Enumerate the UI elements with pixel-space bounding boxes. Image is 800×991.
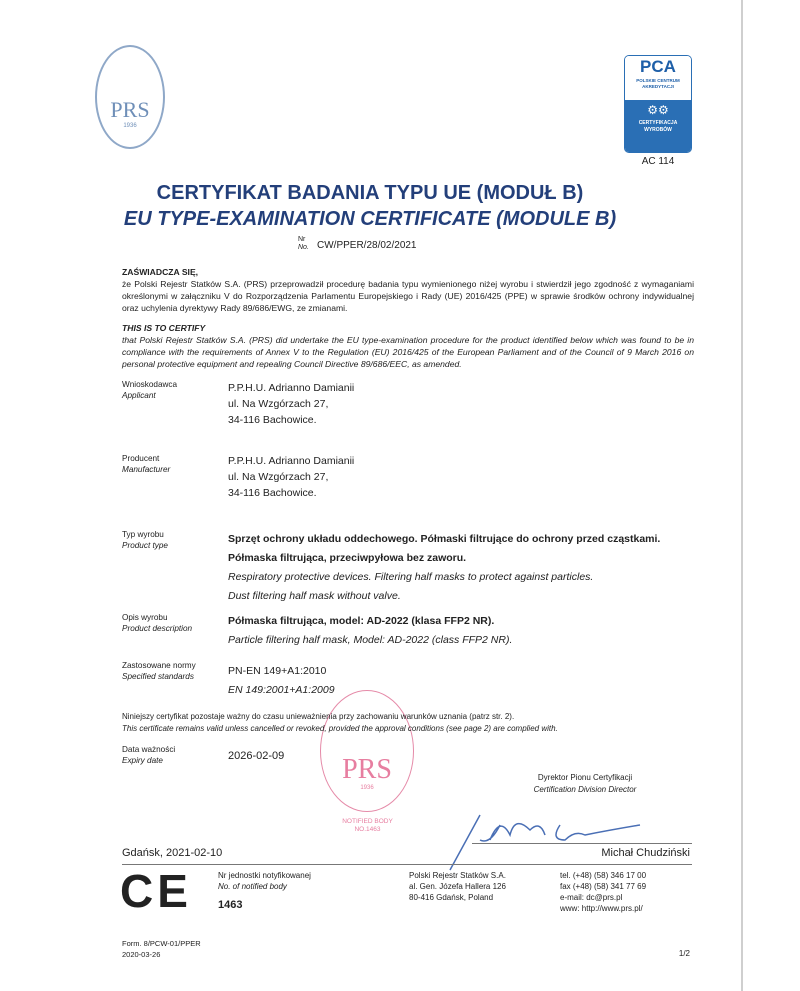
product-type-en1: Respiratory protective devices. Filtering half masks to protect against particles.	[228, 571, 594, 583]
manufacturer-label	[122, 454, 170, 475]
director-title	[490, 772, 680, 796]
applicant-line: 34-116 Bachowice.	[228, 414, 317, 426]
certify-pl-heading: ZAŚWIADCZA SIĘ,	[122, 267, 199, 277]
certify-pl-text: że Polski Rejestr Statków S.A. (PRS) przeprowadził procedurę badania typu wymienionego niżej wyrobu i stwierdził jego zgodność z wymaganiami określonymi w załączniku V do Rozporządzenia Parlamentu Europejskiego i Rady (UE) 2016/425 (PPE) w sprawie środków ochrony indywidualnej oraz uchylenia dyrektywy Rady 89/686/EWG, ze zmianami.	[122, 279, 694, 313]
product-type-en2: Dust filtering half mask without valve.	[228, 590, 401, 602]
prs-logo	[95, 45, 165, 149]
product-type-pl2: Półmaska filtrująca, przeciwpyłowa bez zaworu.	[228, 552, 467, 564]
logo-year: 1936	[123, 123, 137, 129]
product-desc-en: Particle filtering half mask, Model: AD-2022 (class FFP2 NR).	[228, 634, 513, 646]
prs-contact	[560, 870, 646, 914]
form-date: 2020-03-26	[122, 950, 161, 959]
product-type-value	[228, 530, 660, 606]
ce-mark: CE	[120, 865, 192, 917]
expiry-label-en: Expiry date	[122, 755, 163, 765]
stamp-year: 1936	[360, 785, 374, 791]
manufacturer-line: P.P.H.U. Adrianno Damianii	[228, 455, 355, 467]
title-en: EU TYPE-EXAMINATION CERTIFICATE (MODULE B)	[123, 208, 617, 230]
director-name: Michał Chudziński	[601, 847, 690, 859]
number-label-en: No.	[298, 244, 309, 251]
applicant-line: P.P.H.U. Adrianno Damianii	[228, 382, 355, 394]
address-line: Polski Rejestr Statków S.A.	[409, 871, 506, 880]
certify-en-heading: THIS IS TO CERTIFY	[122, 323, 206, 333]
form-code: Form. 8/PCW-01/PPER	[122, 939, 201, 948]
applicant-value	[228, 380, 354, 428]
validity-en: This certificate remains valid unless cancelled or revoked, provided the approval conditions (see page 2) are complied with.	[122, 724, 558, 733]
expiry-label	[122, 745, 175, 766]
stamp-line1: NOTIFIED BODY	[342, 818, 393, 825]
product-type-label-pl: Typ wyrobu	[122, 530, 164, 539]
product-desc-pl: Półmaska filtrująca, model: AD-2022 (klasa FFP2 NR).	[228, 615, 495, 627]
pca-code: AC 114	[641, 156, 675, 167]
product-desc-label	[122, 613, 192, 634]
form-info	[122, 938, 201, 960]
standards-label-en: Specified standards	[122, 671, 194, 681]
standards-label-pl: Zastosowane normy	[122, 661, 196, 670]
standards-pl: PN-EN 149+A1:2010	[228, 665, 327, 677]
standards-label	[122, 661, 196, 682]
logo-text: PRS	[110, 97, 150, 122]
pca-badge	[624, 55, 692, 153]
certificate-number: CW/PPER/28/02/2021	[317, 240, 417, 251]
number-label	[298, 236, 309, 252]
footer-divider	[122, 864, 692, 865]
signature-line	[472, 843, 692, 844]
manufacturer-line: 34-116 Bachowice.	[228, 487, 317, 499]
nb-number: 1463	[218, 899, 243, 911]
product-desc-label-en: Product description	[122, 623, 193, 633]
pca-scope: CERTYFIKACJA WYROBÓW	[638, 120, 678, 133]
manufacturer-value	[228, 453, 354, 501]
product-type-pl1: Sprzęt ochrony układu oddechowego. Półmaski filtrujące do ochrony przed cząstkami.	[228, 533, 661, 545]
product-desc-value	[228, 612, 512, 650]
pca-org: POLSKIE CENTRUM AKREDYTACJI	[636, 78, 680, 89]
director-title-pl: Dyrektor Pionu Certyfikacji	[537, 773, 633, 782]
manufacturer-line: ul. Na Wzgórzach 27,	[228, 471, 329, 483]
standards-en: EN 149:2001+A1:2009	[228, 684, 335, 696]
page-edge	[741, 0, 743, 991]
director-title-en: Certification Division Director	[533, 785, 637, 794]
stamp-text: PRS	[342, 754, 392, 785]
contact-fax: fax (+48) (58) 341 77 69	[560, 882, 647, 891]
product-type-label-en: Product type	[122, 540, 168, 550]
product-desc-label-pl: Opis wyrobu	[122, 613, 168, 622]
nb-label-pl: Nr jednostki notyfikowanej	[218, 871, 311, 880]
stamp-caption	[320, 818, 415, 834]
applicant-label-en: Applicant	[122, 390, 156, 400]
contact-website[interactable]: www: http://www.prs.pl/	[560, 904, 643, 913]
pca-brand: PCA	[640, 57, 676, 76]
nb-label-en: No. of notified body	[218, 882, 287, 891]
expiry-date: 2026-02-09	[228, 750, 285, 762]
certify-en-text: that Polski Rejestr Statków S.A. (PRS) did undertake the EU type-examination procedure for the product identified below which was found to be in compliance with the requirements of Annex V to the Regulation (EU) 2016/425 of the European Parliament and of the Council of 9 March 2016 on personal protective equipment and repealing Council Directive 89/686/EEC, as amended.	[122, 335, 694, 369]
applicant-label	[122, 380, 177, 401]
expiry-label-pl: Data ważności	[122, 745, 176, 754]
manufacturer-label-en: Manufacturer	[122, 464, 171, 474]
product-type-label	[122, 530, 168, 551]
place-date: Gdańsk, 2021-02-10	[122, 847, 223, 859]
title-pl: CERTYFIKAT BADANIA TYPU UE (MODUŁ B)	[156, 182, 584, 204]
gears-icon: ⚙⚙	[647, 103, 669, 117]
notified-body-info	[218, 870, 311, 911]
manufacturer-label-pl: Producent	[122, 454, 160, 463]
applicant-line: ul. Na Wzgórzach 27,	[228, 398, 329, 410]
address-line: al. Gen. Józefa Hallera 126	[409, 882, 506, 891]
certify-pl	[122, 266, 694, 314]
prs-address	[409, 870, 506, 903]
validity	[122, 711, 558, 735]
contact-email[interactable]: e-mail: dc@prs.pl	[560, 893, 623, 902]
page-number: 1/2	[678, 949, 690, 958]
number-label-pl: Nr	[298, 236, 306, 243]
stamp-line2: NO.1463	[354, 826, 381, 833]
validity-pl: Niniejszy certyfikat pozostaje ważny do czasu unieważnienia przy zachowaniu warunków uznania (patrz str. 2).	[122, 712, 515, 721]
certify-en	[122, 322, 694, 370]
applicant-label-pl: Wnioskodawca	[122, 380, 178, 389]
contact-phone: tel. (+48) (58) 346 17 00	[560, 871, 647, 880]
signature	[440, 795, 680, 875]
notified-body-stamp	[320, 690, 414, 812]
address-line: 80-416 Gdańsk, Poland	[409, 893, 494, 902]
standards-value	[228, 662, 335, 700]
